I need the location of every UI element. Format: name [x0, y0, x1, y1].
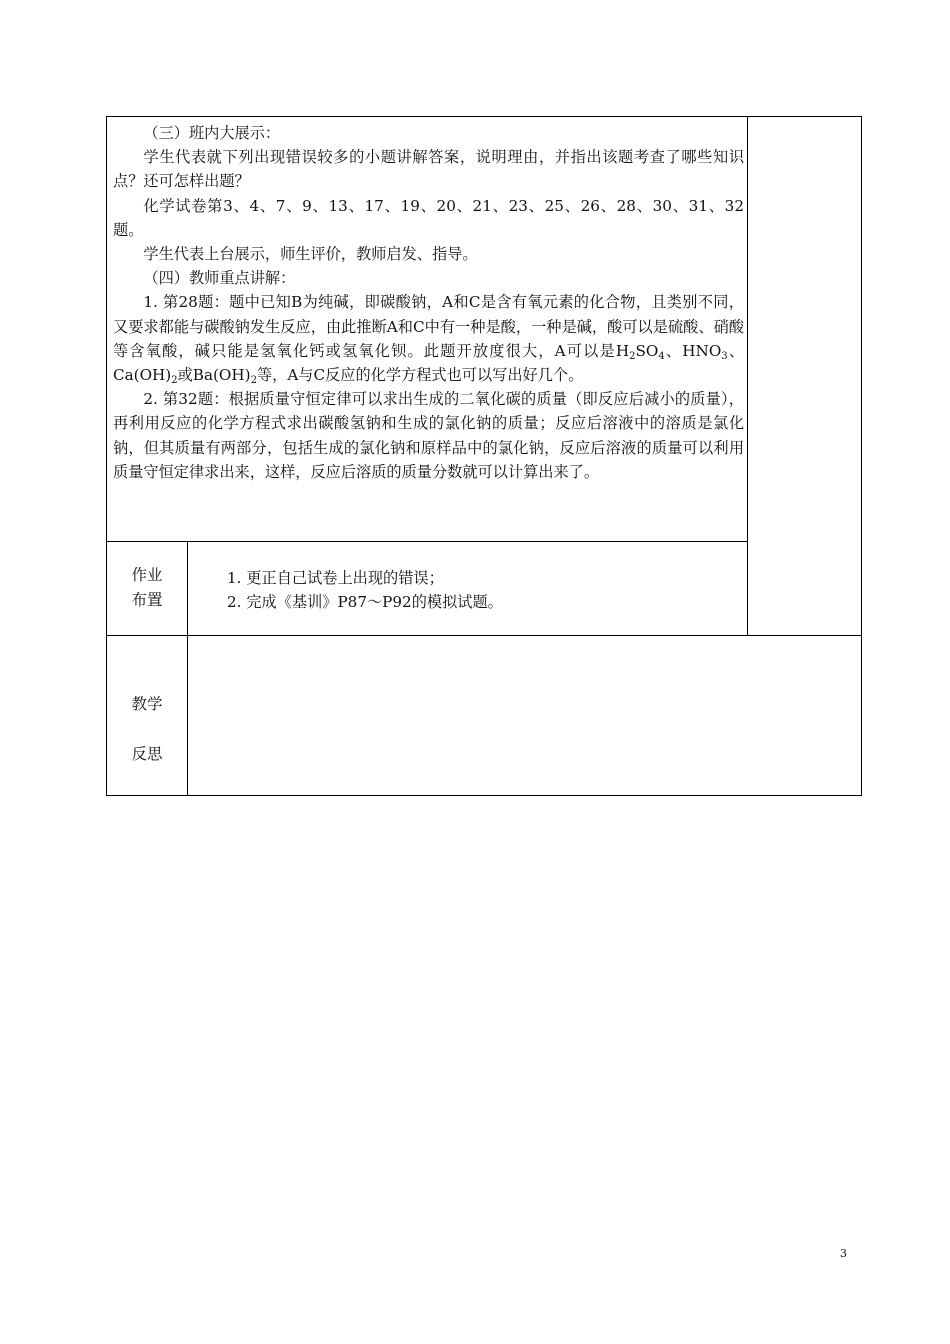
homework-content	[188, 566, 767, 614]
row-divider-content-homework	[107, 541, 748, 542]
reflection-label: 教学 反思	[131, 695, 163, 763]
presentation-evaluation-text: 学生代表上台展示，师生评价，教师启发、指导。	[143, 245, 478, 264]
question-32-explanation: 2. 第32题：根据质量守恒定律可以求出生成的二氧化碳的质量（即反应后减小的质量），再利用反应的化学方程式求出碳酸氢钠和生成的氯化钠的质量；反应后溶液中的溶质是氯化钠，但其质量有两部分，包括生成的氯化钠和原样品中的氯化钠，反应后溶液的质量可以利用质量守恒定律求出来，这样，反应后溶质的质量分数就可以计算出来了。	[113, 390, 744, 481]
page-number: 3	[840, 1247, 847, 1260]
exam-question-list: 化学试卷第3、4、7、9、13、17、19、20、21、23、25、26、28、30、31、32题。	[113, 196, 744, 239]
formula-caoh2: $Ca(OH)_2$	[113, 366, 178, 387]
formula-baoh2: $Ba(OH)_2$	[192, 366, 257, 387]
homework-item: 1. 更正自己试卷上出现的错误；	[227, 569, 444, 587]
formula-h2so4: $H_2SO_4$	[615, 341, 665, 362]
question-28-text: 1. 第28题：题中已知B为纯碱，即碳酸钠，A和C是含有氧元素的化合物，且类别不同，又要求都能与碳酸钠发生反应，由此推断A和C中有一种是酸，一种是碱，酸可以是硫酸、硝酸等含氧酸，碱只能是氢氧化钙或氢氧化钡。此题开放度很大，A可以是	[113, 293, 744, 360]
lesson-plan-table	[106, 116, 862, 796]
student-presentation-text: 学生代表就下列出现错误较多的小题讲解答案，说明理由，并指出该题考查了哪些知识点？还可怎样出题？	[113, 148, 744, 191]
row-divider-homework-reflection	[107, 635, 861, 636]
question-28-explanation: 1. 第28题：题中已知B为纯碱，即碳酸钠，A和C是含有氧元素的化合物，且类别不同，又要求都能与碳酸钠发生反应，由此推断A和C中有一种是酸，一种是碱，酸可以是硫酸、硝酸等含氧酸，碱只能是氢氧化钙或氢氧化钡。此题开放度很大，A可以是$H_2SO_4$、$HNO_3$、$Ca(OH)_2$或$Ba(OH)_2$等，A与C反应的化学方程式也可以写出好几个。	[113, 293, 745, 387]
formula-hno3: $HNO_3$	[682, 341, 728, 362]
teaching-content-cell	[107, 117, 748, 541]
section-three-heading: （三）班内大展示：	[143, 124, 281, 142]
homework-item: 2. 完成《基训》P87～P92的模拟试题。	[227, 593, 503, 611]
section-four-heading: （四）教师重点讲解：	[143, 269, 296, 288]
question-28-tail: 等，A与C反应的化学方程式也可以写出好几个。	[256, 366, 584, 385]
homework-label: 作业 布置	[131, 566, 163, 609]
